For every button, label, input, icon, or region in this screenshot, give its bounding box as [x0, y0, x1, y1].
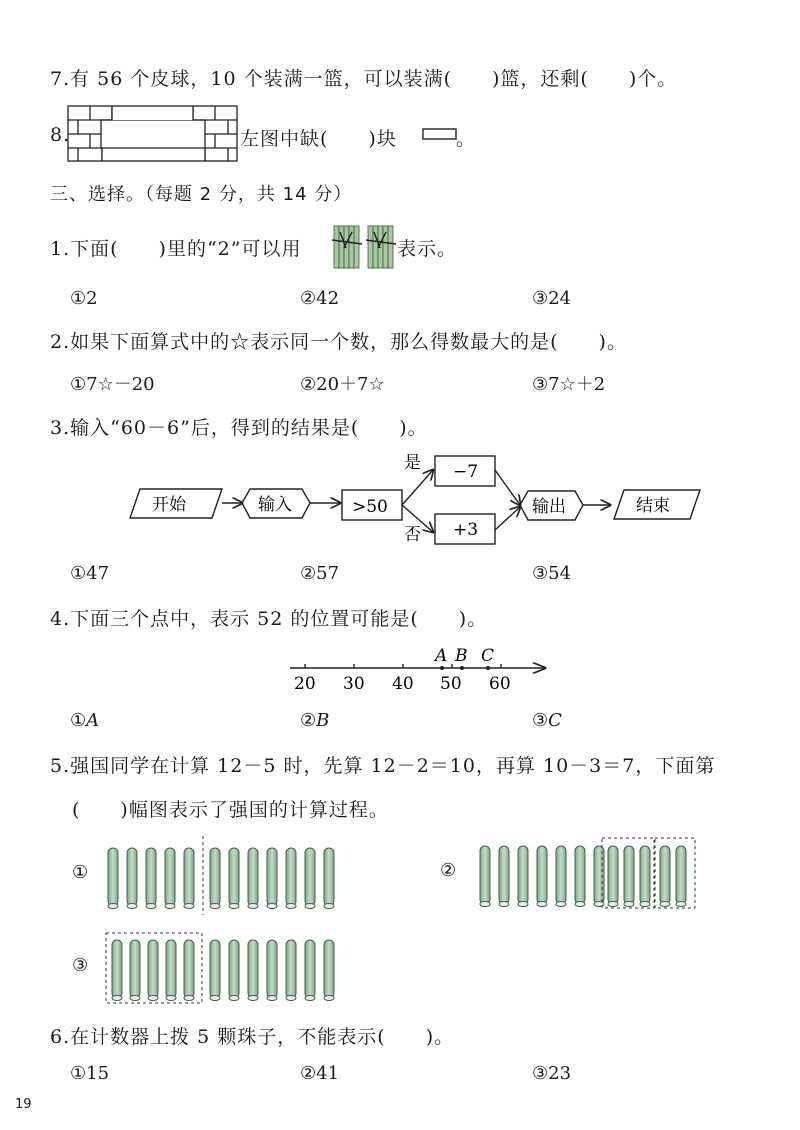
figure-3-label[interactable]: ③	[72, 955, 89, 976]
question-8-end: 。	[456, 128, 477, 150]
tick-label-40: 40	[392, 674, 414, 694]
choice-3-option-2[interactable]: ②57	[300, 563, 340, 584]
choice-3-option-3[interactable]: ③54	[532, 563, 572, 584]
choice-6-option-3[interactable]: ③23	[532, 1063, 572, 1084]
question-8-number: 8.	[50, 124, 71, 146]
tick-label-60: 60	[489, 674, 511, 694]
flow-minus-label: −7	[453, 462, 479, 482]
tick-label-50: 50	[440, 674, 462, 694]
flow-start-label: 开始	[152, 495, 186, 515]
choice-6-option-2[interactable]: ②41	[300, 1063, 340, 1084]
choice-5-text-line1: 5.强国同学在计算 12－5 时，先算 12－2＝10，再算 10－3＝7，下面第	[50, 755, 716, 777]
point-label-b: B	[455, 646, 468, 666]
figure-3-sticks	[106, 933, 334, 1003]
choice-3-option-1[interactable]: ①47	[70, 563, 110, 584]
question-7: 7.有 56 个皮球，10 个装满一篮，可以装满( )篮，还剩( )个。	[50, 68, 678, 90]
choice-4-option-3[interactable]: ③C	[532, 710, 562, 731]
question-8-text: 左图中缺( )块	[240, 128, 397, 150]
choice-6-option-1[interactable]: ①15	[70, 1063, 110, 1084]
choice-2-text: 2.如果下面算式中的☆表示同一个数，那么得数最大的是( )。	[50, 331, 627, 353]
choice-2-option-2[interactable]: ②20＋7☆	[300, 374, 385, 395]
figure-2-label[interactable]: ②	[440, 860, 457, 881]
flow-input-label: 输入	[258, 495, 292, 515]
figure-1-label[interactable]: ①	[72, 862, 89, 883]
point-label-a: A	[435, 646, 448, 666]
flow-condition-label: >50	[352, 497, 388, 517]
section-3-title: 三、选择。（每题 2 分，共 14 分）	[50, 184, 353, 205]
choice-1-option-1[interactable]: ①2	[70, 288, 98, 309]
choice-1-text: 1.下面( )里的“2”可以用	[50, 238, 302, 260]
tick-label-30: 30	[343, 674, 365, 694]
choice-1-option-3[interactable]: ③24	[532, 288, 572, 309]
choice-2-option-3[interactable]: ③7☆＋2	[532, 374, 606, 395]
choice-2-option-1[interactable]: ①7☆－20	[70, 374, 155, 395]
figure-2-sticks	[480, 838, 695, 908]
flow-plus-label: +3	[453, 520, 479, 540]
choice-4-option-2[interactable]: ②B	[300, 710, 330, 731]
flow-yes-label: 是	[404, 453, 421, 473]
choice-1-text-end: 表示。	[397, 238, 458, 260]
choice-4-option-1[interactable]: ①A	[70, 710, 100, 731]
choice-4-text: 4.下面三个点中，表示 52 的位置可能是( )。	[50, 608, 488, 630]
tick-label-20: 20	[294, 674, 316, 694]
page-number: 19	[15, 1097, 32, 1112]
flow-no-label: 否	[404, 525, 421, 545]
figure-1-sticks	[108, 836, 334, 915]
choice-6-text: 6.在计数器上拨 5 颗珠子，不能表示( )。	[50, 1026, 455, 1048]
choice-5-text-line2: ( )幅图表示了强国的计算过程。	[72, 799, 389, 821]
choice-3-text: 3.输入“60－6”后，得到的结果是( )。	[50, 417, 428, 439]
flow-output-label: 输出	[532, 497, 566, 517]
point-label-c: C	[481, 646, 495, 666]
choice-1-option-2[interactable]: ②42	[300, 288, 340, 309]
flow-end-label: 结束	[636, 496, 670, 516]
